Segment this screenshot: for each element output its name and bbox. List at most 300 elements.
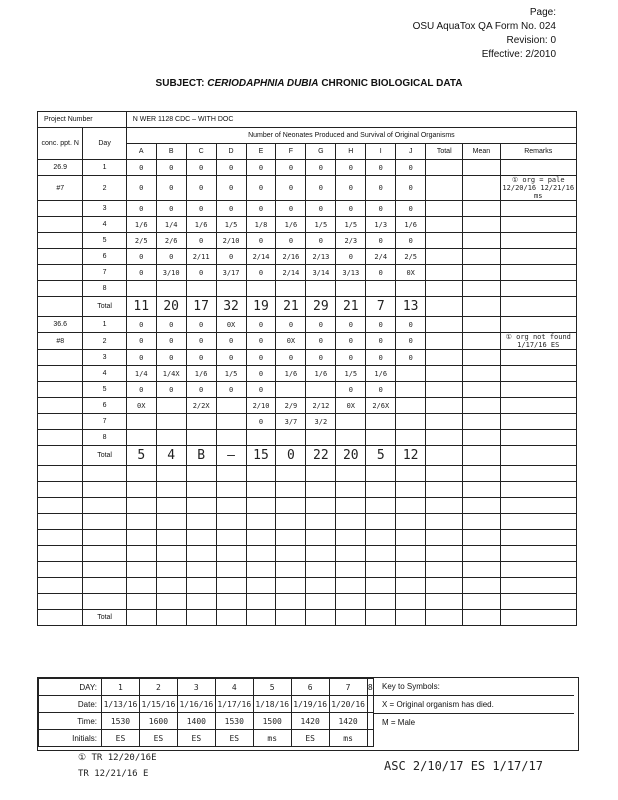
value-cell: 0 bbox=[366, 201, 396, 217]
remark-cell bbox=[500, 414, 577, 430]
value-cell: 1/6 bbox=[276, 217, 306, 233]
value-cell: 0 bbox=[276, 350, 306, 366]
value-cell: 1/4X bbox=[156, 366, 186, 382]
value-cell: 2/13 bbox=[306, 249, 336, 265]
empty-cell bbox=[38, 466, 83, 482]
value-cell: 0 bbox=[396, 176, 426, 201]
mean-cell bbox=[463, 414, 500, 430]
day-row-cell: 2 bbox=[139, 679, 177, 696]
value-cell bbox=[336, 281, 366, 297]
value-cell: 0 bbox=[126, 249, 156, 265]
empty-cell bbox=[276, 546, 306, 562]
value-cell bbox=[306, 281, 336, 297]
total-cell bbox=[426, 382, 463, 398]
day-cell: 4 bbox=[83, 217, 126, 233]
value-cell: 3/14 bbox=[306, 265, 336, 281]
value-cell: 2/6X bbox=[366, 398, 396, 414]
remark-cell bbox=[500, 265, 577, 281]
value-cell: 1/3 bbox=[366, 217, 396, 233]
value-cell bbox=[306, 382, 336, 398]
empty-cell bbox=[246, 594, 276, 610]
value-cell: 0 bbox=[336, 317, 366, 333]
empty-cell bbox=[186, 466, 216, 482]
remark-cell bbox=[500, 317, 577, 333]
conc-cell bbox=[38, 281, 83, 297]
empty-cell bbox=[500, 498, 577, 514]
project-value: N WER 1128 CDC – WITH DOC bbox=[126, 112, 576, 128]
day-cell: 7 bbox=[83, 265, 126, 281]
value-cell: 0 bbox=[336, 333, 366, 350]
day-row-cell: 7 bbox=[329, 679, 367, 696]
value-cell bbox=[216, 414, 246, 430]
empty-cell bbox=[500, 546, 577, 562]
empty-cell bbox=[336, 562, 366, 578]
empty-cell bbox=[186, 498, 216, 514]
rep-total: 22 bbox=[306, 446, 336, 466]
value-cell: 0 bbox=[246, 366, 276, 382]
empty-cell bbox=[186, 530, 216, 546]
table-row bbox=[38, 160, 577, 176]
empty-cell bbox=[186, 482, 216, 498]
empty-cell bbox=[246, 466, 276, 482]
value-cell bbox=[246, 281, 276, 297]
value-cell: 0 bbox=[366, 317, 396, 333]
value-cell: 0 bbox=[216, 350, 246, 366]
value-cell: 0 bbox=[216, 201, 246, 217]
data-table bbox=[37, 111, 577, 626]
table-row bbox=[38, 350, 577, 366]
value-cell: 0 bbox=[396, 350, 426, 366]
empty-cell bbox=[276, 482, 306, 498]
mean-cell bbox=[463, 382, 500, 398]
initials-row-cell: ES bbox=[139, 730, 177, 747]
value-cell: 0 bbox=[126, 265, 156, 281]
rep-total: 17 bbox=[186, 297, 216, 317]
rep-header-H: H bbox=[336, 144, 366, 160]
conc-cell bbox=[38, 382, 83, 398]
empty-row bbox=[38, 514, 577, 530]
empty-cell bbox=[336, 466, 366, 482]
table-row bbox=[38, 233, 577, 249]
value-cell: 0 bbox=[246, 317, 276, 333]
time-row-cell: 1600 bbox=[139, 713, 177, 730]
empty-cell bbox=[276, 466, 306, 482]
key-x: X = Original organism has died. bbox=[374, 696, 574, 714]
conc-cell: #7 bbox=[38, 176, 83, 201]
value-cell bbox=[366, 414, 396, 430]
value-cell bbox=[396, 366, 426, 382]
conc-cell bbox=[38, 366, 83, 382]
value-cell bbox=[336, 414, 366, 430]
mean-cell bbox=[463, 366, 500, 382]
value-cell: 0 bbox=[306, 201, 336, 217]
rep-total: B bbox=[186, 446, 216, 466]
subject-species: CERIODAPHNIA DUBIA bbox=[207, 78, 319, 89]
empty-cell bbox=[216, 562, 246, 578]
day-cell: 8 bbox=[83, 430, 126, 446]
empty-cell bbox=[156, 594, 186, 610]
day-row-cell: 6 bbox=[291, 679, 329, 696]
value-cell: 0 bbox=[156, 382, 186, 398]
value-cell: 0 bbox=[336, 249, 366, 265]
initials-row-cell: ES bbox=[102, 730, 140, 747]
value-cell: 2/11 bbox=[186, 249, 216, 265]
value-cell bbox=[216, 398, 246, 414]
empty-cell bbox=[83, 530, 126, 546]
table-row bbox=[38, 398, 577, 414]
empty-cell bbox=[463, 498, 500, 514]
day-header: Day bbox=[83, 128, 126, 160]
mean-cell bbox=[463, 398, 500, 414]
empty-cell bbox=[276, 594, 306, 610]
empty-cell bbox=[426, 578, 463, 594]
empty-cell bbox=[426, 498, 463, 514]
empty-cell bbox=[396, 562, 426, 578]
table-row bbox=[38, 281, 577, 297]
value-cell: 0 bbox=[246, 414, 276, 430]
empty-cell bbox=[336, 594, 366, 610]
empty-cell bbox=[500, 466, 577, 482]
value-cell bbox=[336, 430, 366, 446]
empty-cell bbox=[426, 546, 463, 562]
empty-cell bbox=[336, 482, 366, 498]
rep-header-I: I bbox=[366, 144, 396, 160]
rep-total: 11 bbox=[126, 297, 156, 317]
empty-cell bbox=[306, 466, 336, 482]
day-cell: 6 bbox=[83, 398, 126, 414]
mean-cell bbox=[463, 176, 500, 201]
total-cell bbox=[426, 350, 463, 366]
value-cell bbox=[396, 414, 426, 430]
empty-cell bbox=[126, 530, 156, 546]
value-cell: 0 bbox=[186, 201, 216, 217]
empty-cell bbox=[126, 546, 156, 562]
value-cell bbox=[276, 430, 306, 446]
initials-row-cell: ES bbox=[291, 730, 329, 747]
empty-cell bbox=[426, 482, 463, 498]
empty-cell bbox=[83, 562, 126, 578]
value-cell bbox=[216, 430, 246, 446]
empty-cell bbox=[216, 610, 246, 626]
empty-cell bbox=[366, 530, 396, 546]
rep-header-A: A bbox=[126, 144, 156, 160]
value-cell bbox=[126, 430, 156, 446]
empty-cell bbox=[246, 610, 276, 626]
remark-cell bbox=[500, 366, 577, 382]
initials-row-cell bbox=[367, 730, 373, 747]
day-cell: 1 bbox=[83, 317, 126, 333]
rep-total: 21 bbox=[276, 297, 306, 317]
total-cell bbox=[426, 249, 463, 265]
initials-row-cell: ms bbox=[253, 730, 291, 747]
empty-cell bbox=[396, 594, 426, 610]
time-row-cell: 1400 bbox=[177, 713, 215, 730]
empty-cell bbox=[38, 562, 83, 578]
empty-cell bbox=[186, 578, 216, 594]
day-cell: 1 bbox=[83, 160, 126, 176]
mean-cell bbox=[463, 281, 500, 297]
empty-cell bbox=[306, 530, 336, 546]
empty-cell bbox=[463, 562, 500, 578]
empty-cell bbox=[426, 610, 463, 626]
date-row-cell: 1/20/16 bbox=[329, 696, 367, 713]
total-cell bbox=[426, 297, 463, 317]
value-cell: 0 bbox=[366, 160, 396, 176]
rep-header-C: C bbox=[186, 144, 216, 160]
day-row bbox=[39, 679, 374, 696]
value-cell: 0 bbox=[366, 176, 396, 201]
empty-cell bbox=[366, 562, 396, 578]
day-row-cell: 5 bbox=[253, 679, 291, 696]
value-cell: 0 bbox=[336, 201, 366, 217]
day-row-cell: 4 bbox=[215, 679, 253, 696]
value-cell bbox=[366, 281, 396, 297]
value-cell: 0 bbox=[396, 233, 426, 249]
empty-cell bbox=[306, 594, 336, 610]
empty-cell bbox=[186, 514, 216, 530]
table-row bbox=[38, 201, 577, 217]
rep-header-B: B bbox=[156, 144, 186, 160]
date-row bbox=[39, 696, 374, 713]
value-cell bbox=[186, 414, 216, 430]
value-cell: 3/17 bbox=[216, 265, 246, 281]
value-cell: 0 bbox=[186, 160, 216, 176]
value-cell: 0 bbox=[246, 333, 276, 350]
total-cell bbox=[426, 333, 463, 350]
empty-cell bbox=[246, 482, 276, 498]
empty-cell bbox=[426, 594, 463, 610]
value-cell: 1/6 bbox=[276, 366, 306, 382]
table-row bbox=[38, 382, 577, 398]
time-row-cell: 1420 bbox=[329, 713, 367, 730]
value-cell: 1/6 bbox=[366, 366, 396, 382]
empty-cell bbox=[216, 546, 246, 562]
empty-cell bbox=[500, 530, 577, 546]
value-cell: 0 bbox=[396, 160, 426, 176]
value-cell: 0 bbox=[306, 160, 336, 176]
rep-total: 5 bbox=[366, 446, 396, 466]
value-cell: 0 bbox=[366, 333, 396, 350]
value-cell: 1/5 bbox=[306, 217, 336, 233]
remark-cell bbox=[500, 249, 577, 265]
value-cell: 0 bbox=[306, 233, 336, 249]
value-cell: 0 bbox=[306, 350, 336, 366]
empty-cell bbox=[126, 610, 156, 626]
value-cell: 2/4 bbox=[366, 249, 396, 265]
value-cell: 0 bbox=[186, 176, 216, 201]
empty-cell bbox=[126, 594, 156, 610]
subject-prefix: SUBJECT: bbox=[155, 78, 205, 89]
totals-row bbox=[38, 446, 577, 466]
revision: Revision: 0 bbox=[506, 35, 556, 46]
day-row-cell: 1 bbox=[102, 679, 140, 696]
empty-cell bbox=[126, 578, 156, 594]
conc-cell bbox=[38, 217, 83, 233]
empty-cell bbox=[366, 610, 396, 626]
date-row-cell: 1/15/16 bbox=[139, 696, 177, 713]
empty-cell bbox=[216, 578, 246, 594]
empty-cell bbox=[426, 530, 463, 546]
empty-cell bbox=[216, 466, 246, 482]
empty-rows bbox=[38, 466, 577, 626]
empty-cell bbox=[366, 594, 396, 610]
time-row-cell: 1530 bbox=[215, 713, 253, 730]
day-cell: 4 bbox=[83, 366, 126, 382]
remark-cell bbox=[500, 446, 577, 466]
value-cell bbox=[126, 281, 156, 297]
value-cell: 0 bbox=[396, 201, 426, 217]
rep-total: 12 bbox=[396, 446, 426, 466]
value-cell: 0 bbox=[156, 350, 186, 366]
value-cell: 0 bbox=[126, 201, 156, 217]
value-cell: 2/3 bbox=[336, 233, 366, 249]
empty-cell bbox=[396, 578, 426, 594]
block-body bbox=[38, 160, 577, 466]
rep-header-E: E bbox=[246, 144, 276, 160]
rep-total: 29 bbox=[306, 297, 336, 317]
value-cell: 0 bbox=[186, 333, 216, 350]
empty-cell bbox=[216, 514, 246, 530]
project-row bbox=[38, 112, 577, 128]
totals-label: Total bbox=[83, 297, 126, 317]
time-row-cell: 1420 bbox=[291, 713, 329, 730]
empty-cell bbox=[396, 546, 426, 562]
value-cell: 0 bbox=[186, 382, 216, 398]
total-cell bbox=[426, 317, 463, 333]
remark-cell: ① org not found 1/17/16 ES bbox=[500, 333, 577, 350]
value-cell: 2/16 bbox=[276, 249, 306, 265]
empty-cell bbox=[463, 594, 500, 610]
empty-cell bbox=[246, 562, 276, 578]
empty-cell bbox=[500, 514, 577, 530]
empty-cell bbox=[306, 498, 336, 514]
time-row-cell bbox=[367, 713, 373, 730]
table-row bbox=[38, 217, 577, 233]
empty-cell bbox=[306, 482, 336, 498]
value-cell: 0 bbox=[276, 176, 306, 201]
empty-cell bbox=[126, 562, 156, 578]
value-cell: 0 bbox=[216, 333, 246, 350]
empty-cell bbox=[246, 498, 276, 514]
mean-cell bbox=[463, 233, 500, 249]
value-cell: 0X bbox=[216, 317, 246, 333]
value-cell bbox=[366, 430, 396, 446]
value-cell: 0 bbox=[246, 350, 276, 366]
total-cell bbox=[426, 281, 463, 297]
conc-cell bbox=[38, 398, 83, 414]
value-cell: 0 bbox=[156, 160, 186, 176]
empty-cell bbox=[336, 610, 366, 626]
value-cell: 0 bbox=[396, 333, 426, 350]
value-cell: 0 bbox=[216, 382, 246, 398]
initials-row-cell: ES bbox=[215, 730, 253, 747]
value-cell: 2/10 bbox=[246, 398, 276, 414]
remark-cell bbox=[500, 398, 577, 414]
value-cell: 2/12 bbox=[306, 398, 336, 414]
empty-cell bbox=[38, 594, 83, 610]
empty-cell bbox=[336, 578, 366, 594]
value-cell: 0X bbox=[336, 398, 366, 414]
table-row bbox=[38, 333, 577, 350]
rep-total: 21 bbox=[336, 297, 366, 317]
effective-date: Effective: 2/2010 bbox=[481, 49, 556, 60]
empty-cell bbox=[396, 514, 426, 530]
mean-cell bbox=[463, 446, 500, 466]
empty-cell bbox=[186, 594, 216, 610]
final-total-spacer bbox=[38, 610, 83, 626]
value-cell bbox=[276, 281, 306, 297]
value-cell: 0X bbox=[396, 265, 426, 281]
mean-cell bbox=[463, 217, 500, 233]
value-cell: 0 bbox=[186, 265, 216, 281]
table-row bbox=[38, 176, 577, 201]
remark-cell bbox=[500, 350, 577, 366]
empty-cell bbox=[126, 514, 156, 530]
empty-row bbox=[38, 530, 577, 546]
initials-row-cell: ES bbox=[177, 730, 215, 747]
conc-cell bbox=[38, 233, 83, 249]
time-row-cell: 1530 bbox=[102, 713, 140, 730]
totals-row bbox=[38, 297, 577, 317]
value-cell bbox=[186, 430, 216, 446]
value-cell bbox=[396, 430, 426, 446]
value-cell: 0 bbox=[366, 233, 396, 249]
empty-cell bbox=[216, 530, 246, 546]
value-cell: 0 bbox=[246, 176, 276, 201]
mean-cell bbox=[463, 350, 500, 366]
remarks-header: Remarks bbox=[500, 144, 577, 160]
value-cell bbox=[186, 281, 216, 297]
empty-cell bbox=[396, 482, 426, 498]
table-row bbox=[38, 249, 577, 265]
total-cell bbox=[426, 233, 463, 249]
value-cell: 1/4 bbox=[126, 366, 156, 382]
value-cell: 2/2X bbox=[186, 398, 216, 414]
empty-cell bbox=[276, 530, 306, 546]
empty-cell bbox=[276, 578, 306, 594]
value-cell bbox=[126, 414, 156, 430]
value-cell: 3/2 bbox=[306, 414, 336, 430]
value-cell: 2/5 bbox=[396, 249, 426, 265]
mean-cell bbox=[463, 265, 500, 281]
value-cell: 0 bbox=[216, 160, 246, 176]
remark-cell bbox=[500, 430, 577, 446]
empty-cell bbox=[276, 498, 306, 514]
empty-cell bbox=[186, 610, 216, 626]
value-cell: 0 bbox=[306, 317, 336, 333]
day-cell: 5 bbox=[83, 382, 126, 398]
time-row-label: Time: bbox=[39, 713, 102, 730]
table-row bbox=[38, 265, 577, 281]
mean-cell bbox=[463, 297, 500, 317]
empty-cell bbox=[156, 514, 186, 530]
empty-row bbox=[38, 594, 577, 610]
total-cell bbox=[426, 217, 463, 233]
conc-cell bbox=[38, 430, 83, 446]
empty-cell bbox=[83, 482, 126, 498]
value-cell: 2/10 bbox=[216, 233, 246, 249]
total-cell bbox=[426, 160, 463, 176]
rep-header-D: D bbox=[216, 144, 246, 160]
value-cell: 0 bbox=[276, 233, 306, 249]
remark-cell bbox=[500, 233, 577, 249]
mean-header: Mean bbox=[463, 144, 500, 160]
total-cell bbox=[426, 201, 463, 217]
mean-cell bbox=[463, 201, 500, 217]
footer-note-1: ① TR 12/20/16E bbox=[78, 753, 157, 763]
initials-row-cell: ms bbox=[329, 730, 367, 747]
empty-cell bbox=[463, 482, 500, 498]
